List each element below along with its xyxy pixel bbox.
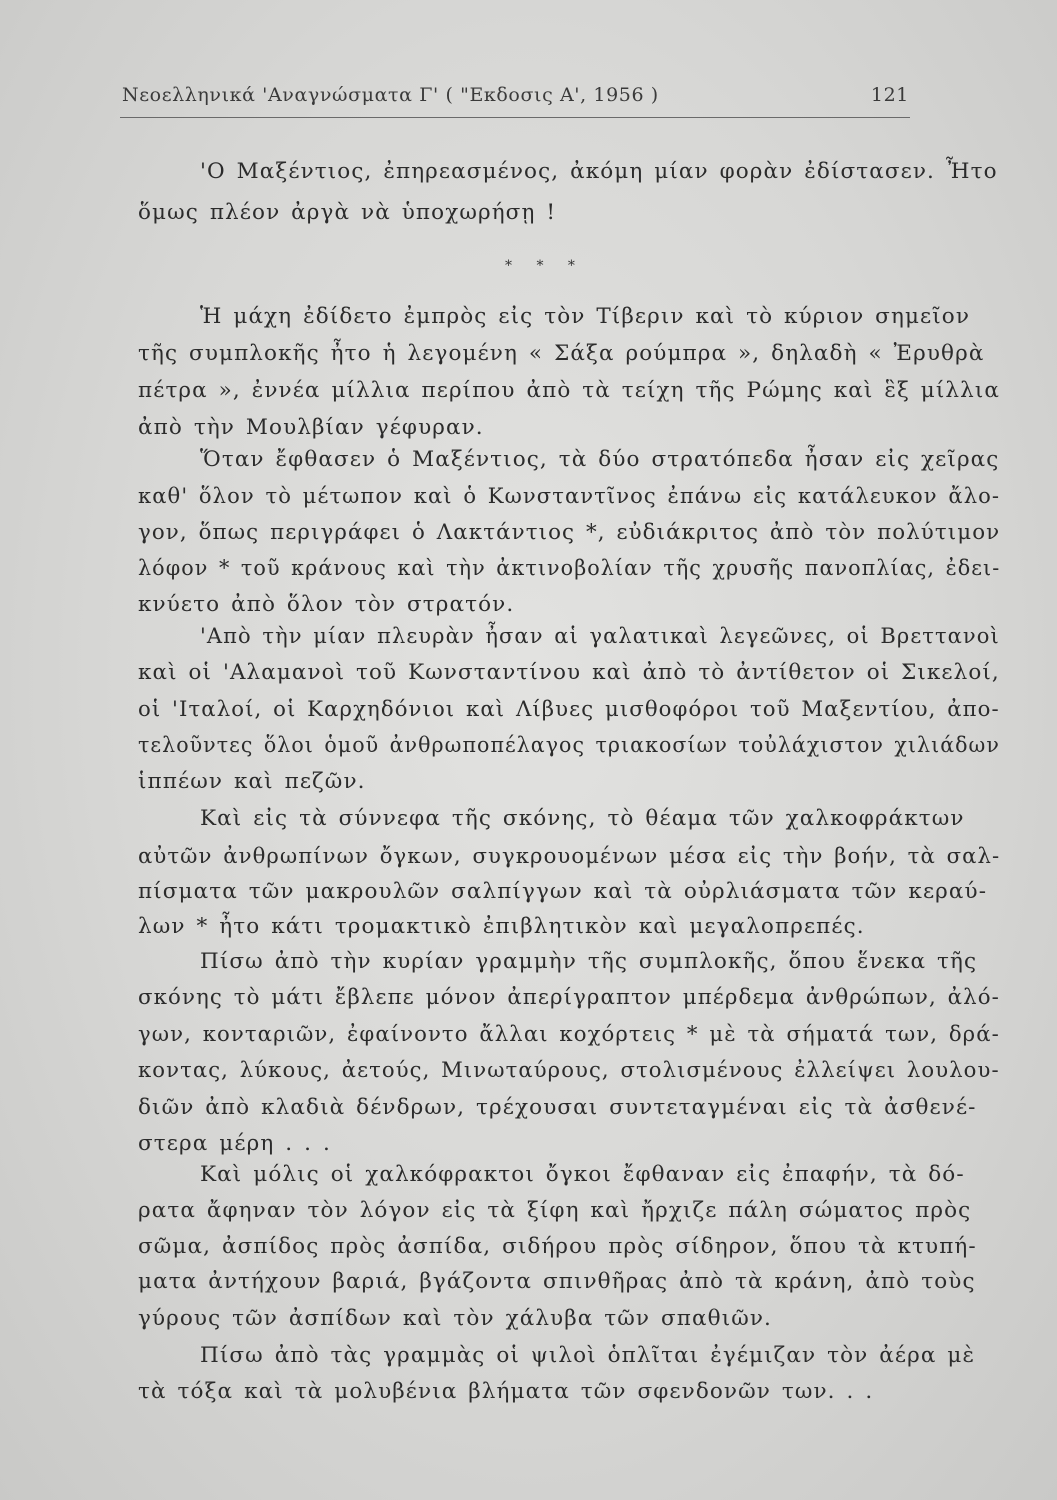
text-line: τελοῦντες ὅλοι ὁμοῦ ἀνθρωποπέλαγος τριακοσίων τοὐλάχιστον χιλιάδων: [138, 733, 1000, 758]
text-line: ἀπὸ τὴν Μουλβίαν γέφυραν.: [138, 415, 484, 440]
text-line: πέτρα », ἐννέα μίλλια περίπου ἀπὸ τὰ τείχη τῆς Ρώμης καὶ ἓξ μίλλια: [138, 378, 1000, 403]
text-line: καὶ οἱ 'Αλαμανοὶ τοῦ Κωνσταντίνου καὶ ἀπὸ τὸ ἀντίθετον οἱ Σικελοί,: [138, 660, 1000, 685]
text-line: ματα ἀντήχουν βαριά, βγάζοντα σπινθῆρας ἀπὸ τὰ κράνη, ἀπὸ τοὺς: [138, 1269, 976, 1294]
text-line: τῆς συμπλοκῆς ἦτο ἡ λεγομένη « Σάξα ρούμπρα », δηλαδὴ « Ἐρυθρὰ: [138, 341, 985, 366]
text-line: πίσματα τῶν μακρουλῶν σαλπίγγων καὶ τὰ οὐρλιάσματα τῶν κεραύ-: [138, 879, 988, 904]
text-line: σκόνης τὸ μάτι ἔβλεπε μόνον ἀπερίγραπτον μπέρδεμα ἀνθρώπων, ἀλό-: [138, 985, 1000, 1010]
text-line: οἱ 'Ιταλοί, οἱ Καρχηδόνιοι καὶ Λίβυες μισθοφόροι τοῦ Μαξεντίου, ἀπο-: [138, 697, 1000, 722]
text-line: λόφον * τοῦ κράνους καὶ τὴν ἀκτινοβολίαν τῆς χρυσῆς πανοπλίας, ἐδει-: [138, 556, 1001, 581]
text-line: λων * ἦτο κάτι τρομακτικὸ ἐπιβλητικὸν καὶ μεγαλοπρεπές.: [138, 914, 865, 939]
text-line: κνύετο ἀπὸ ὅλον τὸν στρατόν.: [138, 592, 515, 617]
text-line: Καὶ μόλις οἱ χαλκόφρακτοι ὄγκοι ἔφθαναν εἰς ἐπαφήν, τὰ δό-: [200, 1162, 965, 1187]
text-line: Ἡ μάχη ἐδίδετο ἐμπρὸς εἰς τὸν Τίβεριν καὶ τὸ κύριον σημεῖον: [200, 304, 970, 329]
text-line: 'Ο Μαξέντιος, ἐπηρεασμένος, ἀκόμη μίαν φορὰν ἐδίστασεν. Ἦτο: [200, 159, 998, 184]
text-line: ρατα ἄφηναν τὸν λόγον εἰς τὰ ξίφη καὶ ἤρχιζε πάλη σώματος πρὸς: [138, 1198, 972, 1223]
text-line: ἱππέων καὶ πεζῶν.: [138, 769, 366, 794]
text-line: Πίσω ἀπὸ τὴν κυρίαν γραμμὴν τῆς συμπλοκῆς, ὅπου ἕνεκα τῆς: [200, 949, 978, 974]
running-header: [122, 84, 909, 114]
header-rule: [120, 117, 910, 118]
page-number: 121: [870, 84, 909, 106]
text-line: Ὅταν ἔφθασεν ὁ Μαξέντιος, τὰ δύο στρατόπεδα ἦσαν εἰς χεῖρας: [200, 447, 1000, 472]
text-line: γύρους τῶν ἀσπίδων καὶ τὸν χάλυβα τῶν σπαθιῶν.: [138, 1306, 772, 1331]
text-line: αὐτῶν ἀνθρωπίνων ὄγκων, συγκρουομένων μέσα εἰς τὴν βοήν, τὰ σαλ-: [138, 844, 1001, 869]
text-line: Πίσω ἀπὸ τὰς γραμμὰς οἱ ψιλοὶ ὁπλῖται ἐγέμιζαν τὸν ἀέρα μὲ: [200, 1343, 976, 1368]
text-line: γον, ὅπως περιγράφει ὁ Λακτάντιος *, εὐδιάκριτος ἀπὸ τὸν πολύτιμον: [138, 520, 1001, 545]
text-line: τὰ τόξα καὶ τὰ μολυβένια βλήματα τῶν σφενδονῶν των. . .: [138, 1379, 874, 1404]
text-line: κοντας, λύκους, ἀετούς, Μινωταύρους, στολισμένους ἐλλείψει λουλου-: [138, 1058, 1000, 1083]
text-line: ὅμως πλέον ἀργὰ νὰ ὑποχωρήσῃ !: [138, 200, 557, 225]
text-line: διῶν ἀπὸ κλαδιὰ δένδρων, τρέχουσαι συντεταγμέναι εἰς τὰ ἀσθενέ-: [138, 1095, 977, 1120]
text-line: στερα μέρη . . .: [138, 1131, 331, 1156]
text-line: σῶμα, ἀσπίδος πρὸς ἀσπίδα, σιδήρου πρὸς σίδηρον, ὅπου τὰ κτυπή-: [138, 1234, 977, 1259]
text-line: γων, κονταριῶν, ἐφαίνοντο ἄλλαι κοχόρτεις * μὲ τὰ σήματά των, δρά-: [138, 1022, 1000, 1047]
section-break: * * *: [505, 258, 585, 274]
text-line: Καὶ εἰς τὰ σύννεφα τῆς σκόνης, τὸ θέαμα τῶν χαλκοφράκτων: [200, 806, 965, 831]
text-line: 'Απὸ τὴν μίαν πλευρὰν ἦσαν αἱ γαλατικαὶ λεγεῶνες, οἱ Βρεττανοὶ: [200, 624, 1000, 649]
header-title: Νεοελληνικά 'Αναγνώσματα Γ' ( "Εκδοσις Α', 1956 ): [122, 84, 659, 106]
text-line: καθ' ὅλον τὸ μέτωπον καὶ ὁ Κωνσταντῖνος ἐπάνω εἰς κατάλευκον ἄλο-: [138, 484, 1001, 509]
